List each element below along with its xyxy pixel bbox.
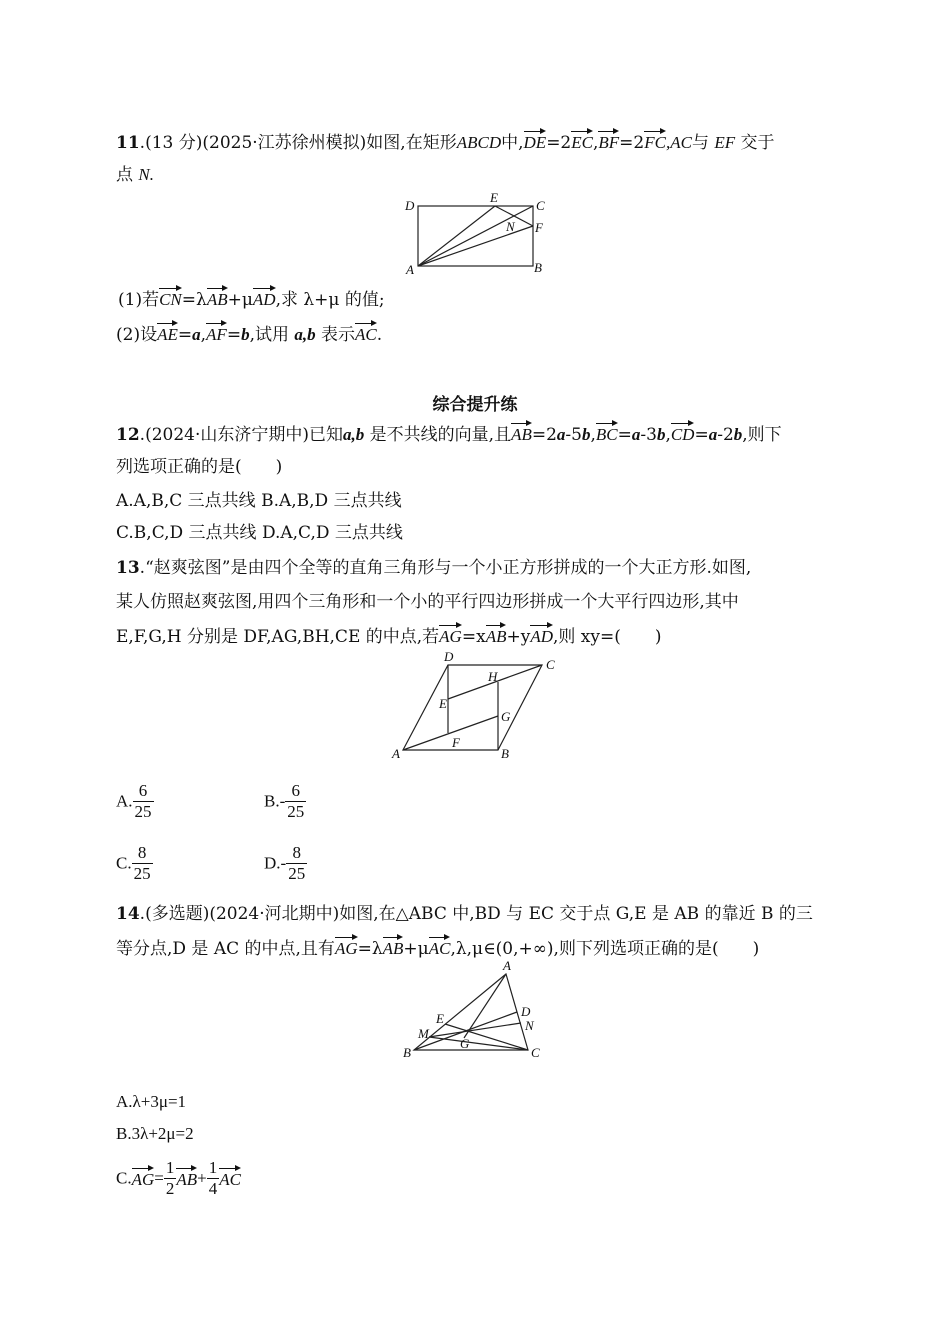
q13-line2: 某人仿照赵爽弦图,用四个三角形和一个小的平行四边形拼成一个大平行四边形,其中: [116, 592, 739, 612]
q13-option-C[interactable]: C. $\frac{8}{25}$: [116, 843, 151, 883]
label-A: A: [392, 746, 400, 761]
vector-AD: AD: [530, 622, 553, 649]
vector-AE: AE: [157, 320, 178, 347]
label-C: C: [536, 198, 545, 213]
q13-option-D[interactable]: D.- $\frac{8}{25}$: [264, 843, 306, 883]
vector-AB: AB: [511, 420, 532, 447]
q14-line2: 等分点,D 是 AC 的中点,且有AG=λAB+μAC,λ,μ∈(0,+∞),则下列选项正确的是( ): [116, 934, 759, 961]
label-G: G: [460, 1036, 470, 1051]
vector-AD: AD: [253, 285, 276, 312]
label-B: B: [403, 1045, 411, 1060]
label-B: B: [534, 260, 542, 275]
q13-option-B[interactable]: B.- $\frac{6}{25}$: [264, 781, 305, 821]
q12-options-AB: A.A,B,C 三点共线 B.A,B,D 三点共线: [116, 491, 402, 511]
vector-AC: AC: [219, 1165, 241, 1192]
vector-AB: AB: [383, 934, 404, 961]
vector-AB: AB: [207, 285, 228, 312]
label-F: F: [535, 220, 543, 235]
vector-FC: FC: [644, 128, 666, 155]
q12-number: 12: [116, 425, 140, 445]
label-F: F: [452, 735, 460, 750]
label-C: C: [531, 1045, 540, 1060]
vector-AC: AC: [355, 320, 377, 347]
label-B: B: [501, 746, 509, 761]
segment-AE: [418, 206, 495, 266]
q11-line1: 11.(13 分)(2025·江苏徐州模拟)如图,在矩形ABCD中,DE=2EC,BF=2FC,AC与 EF 交于: [116, 128, 775, 155]
label-A: A: [406, 262, 414, 277]
q11-part2: (2)设AE=a,AF=b,试用 a,b 表示AC.: [116, 320, 382, 347]
segment-AC: [418, 206, 533, 266]
parallelogram-ABCD: [403, 665, 542, 750]
label-E: E: [439, 696, 447, 711]
q12-line1: 12.(2024·山东济宁期中)已知a,b 是不共线的向量,且AB=2a-5b,BC=a-3b,CD=a-2b,则下: [116, 420, 782, 447]
q13-option-A[interactable]: A. $\frac{6}{25}$: [116, 781, 152, 821]
q14-option-B[interactable]: B.3λ+2μ=2: [116, 1124, 194, 1143]
vector-AB: AB: [176, 1165, 197, 1192]
section-title: 综合提升练: [432, 395, 518, 415]
q13-number: 13: [116, 558, 140, 578]
q11-number: 11: [116, 133, 140, 153]
q13-line3: E,F,G,H 分别是 DF,AG,BH,CE 的中点,若AG=xAB+yAD,则 xy=( ): [116, 622, 662, 649]
vector-AB: AB: [486, 622, 507, 649]
label-N: N: [506, 219, 515, 234]
q12-line2: 列选项正确的是( ): [116, 457, 283, 477]
vector-AG: AG: [132, 1165, 155, 1192]
q13-parallelogram-figure: [385, 650, 570, 765]
q14-option-C[interactable]: C.AG= $\frac{1}{2}$ AB+ $\frac{1}{4}$ AC: [116, 1158, 241, 1198]
label-D: D: [444, 650, 454, 664]
vector-AG: AG: [439, 622, 462, 649]
vector-EC: EC: [571, 128, 593, 155]
vector-BC: BC: [596, 420, 618, 447]
vector-CD: CD: [671, 420, 695, 447]
q11-line2: 点 N.: [116, 165, 154, 185]
q11-rectangle-figure: [400, 190, 560, 282]
q14-option-A[interactable]: A.λ+3μ=1: [116, 1092, 187, 1111]
q14-line1: 14.(多选题)(2024·河北期中)如图,在△ABC 中,BD 与 EC 交于点 G,E 是 AB 的靠近 B 的三: [116, 904, 813, 924]
q14-number: 14: [116, 904, 140, 924]
segment-AF: [418, 226, 533, 266]
label-D: D: [405, 198, 415, 213]
q13-line1: 13.“赵爽弦图”是由四个全等的直角三角形与一个小正方形拼成的一个大正方形.如图,: [116, 558, 752, 578]
q11-part1: (1)若CN=λAB+μAD,求 λ+μ 的值;: [118, 285, 385, 312]
label-C: C: [546, 657, 555, 672]
label-G: G: [501, 709, 511, 724]
vector-CN: CN: [159, 285, 182, 312]
segment-MC: [429, 1037, 528, 1050]
vector-AG: AG: [335, 934, 358, 961]
vector-BF: BF: [598, 128, 619, 155]
q12-options-CD: C.B,C,D 三点共线 D.A,C,D 三点共线: [116, 523, 403, 543]
vector-DE: DE: [524, 128, 547, 155]
label-H: H: [488, 669, 498, 684]
triangle-ABC: [414, 974, 528, 1050]
label-A: A: [503, 960, 511, 973]
label-E: E: [436, 1011, 444, 1026]
segment-AG: [403, 716, 498, 750]
label-D: D: [521, 1004, 531, 1019]
label-M: M: [418, 1026, 429, 1041]
q14-triangle-figure: [398, 960, 558, 1065]
vector-AF: AF: [206, 320, 227, 347]
label-E: E: [490, 190, 498, 205]
label-N: N: [525, 1018, 534, 1033]
vector-AC: AC: [429, 934, 451, 961]
